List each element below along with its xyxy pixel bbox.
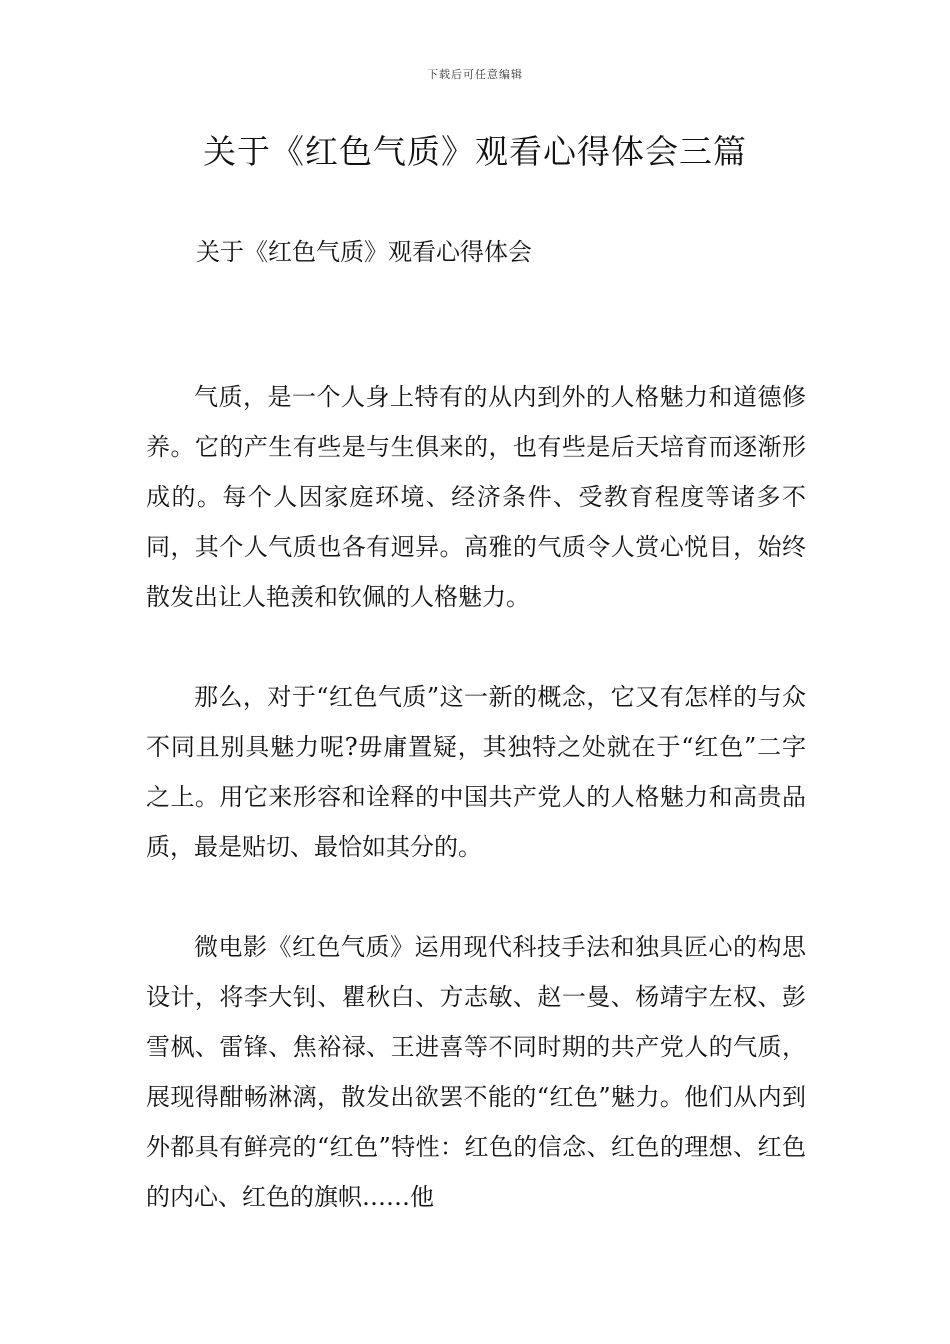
paragraph-2: 那么，对于“红色气质”这一新的概念，它又有怎样的与众不同且别具魅力呢?毋庸置疑，其独特之处就在于“红色”二字之上。用它来形容和诠释的中国共产党人的人格魅力和高贵品质，最是贴切、最恰如其分的。 — [146, 683, 806, 861]
header-note: 下载后可任意编辑 — [427, 68, 523, 81]
paragraph-3: 微电影《红色气质》运用现代科技手法和独具匠心的构思设计，将李大钊、瞿秋白、方志敏、赵一曼、杨靖宇左权、彭雪枫、雷锋、焦裕禄、王进喜等不同时期的共产党人的气质，展现得酣畅淋漓，散发出欲罢不能的“红色”魅力。他们从内到外都具有鲜亮的“红色”特性：红色的信念、红色的理想、红色的内心、红色的旗帜……他 — [146, 933, 806, 1211]
document-title: 关于《红色气质》观看心得体会三篇 — [203, 132, 747, 171]
paragraph-1: 气质，是一个人身上特有的从内到外的人格魅力和道德修养。它的产生有些是与生俱来的，也有些是后天培育而逐渐形成的。每个人因家庭环境、经济条件、受教育程度等诸多不同，其个人气质也各有迥异。高雅的气质令人赏心悦目，始终散发出让人艳羡和钦佩的人格魅力。 — [146, 383, 806, 611]
document-subtitle: 关于《红色气质》观看心得体会 — [196, 238, 532, 266]
